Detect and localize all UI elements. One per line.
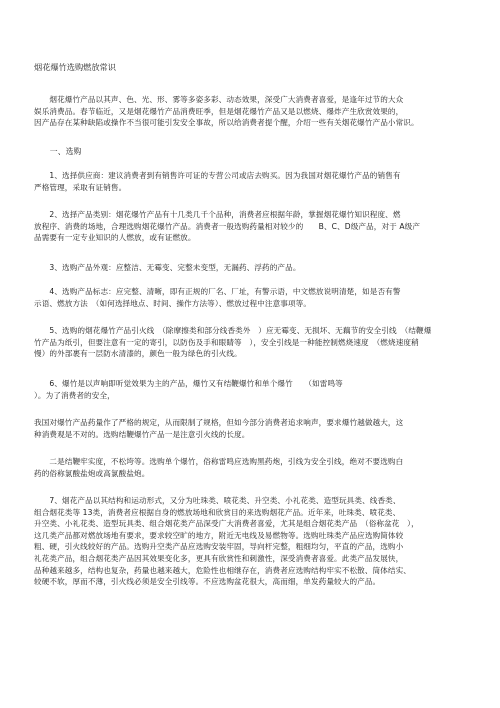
- paragraph-line: 较硬不软，厚而不薄，引火线必须是安全引线等。不应选购盆花很大，高而细，单发药量较大的产品。: [34, 577, 381, 587]
- paragraph-line: 药的俗称氯酸盐炮或高氯酸盐炮。: [34, 468, 150, 478]
- paragraph-line: 升空类、小礼花类、造型玩具类、组合烟花类产品深受广大消费者喜爱，尤其是组合烟花类产品 （俗称盆花 ），: [34, 519, 419, 529]
- body-paragraph: [34, 417, 474, 440]
- paragraph-line: 6、爆竹是以声响即听觉效果为主的产品，爆竹又有结鞭爆竹和单个爆竹 （如雷鸣等: [34, 379, 343, 388]
- paragraph-line: 放程序、消费的场地，合理选购烟花爆竹产品。消费者一般选购药量相对较少的 B、C、D级产品，对于 A级产: [34, 221, 421, 231]
- paragraph-line: 4、选购产品标志：应完整、清晰，即有正规的厂名、厂址，有警示语，中文燃放说明清楚，如是否有警: [34, 287, 401, 296]
- paragraph-line: 品需要有一定专业知识的人燃放，或有证燃放。: [34, 233, 196, 243]
- document-title: 烟花爆竹选购燃放常识: [34, 62, 116, 72]
- paragraph-line: 二是结鞭牢实度，不松垮等。选购单个爆竹，俗称雷鸣应选购黑药炮，引线为安全引线，绝对不要选购白: [34, 457, 404, 466]
- section-heading: [34, 146, 474, 158]
- paragraph-line: ）。为了消费者的安全，: [34, 390, 115, 400]
- body-paragraph: [34, 170, 474, 193]
- body-paragraph: [34, 495, 474, 588]
- paragraph-line: 这几类产品都对燃放场地有要求，要求较空旷的地方，附近无电线及易燃物等。选购吐珠类产品应选购简体较: [34, 530, 404, 540]
- paragraph-line: 严格管理，采取有证销售。: [34, 182, 127, 192]
- paragraph-line: 示语、燃放方法 （如何选择地点、时间、操作方法等）、燃放过程中注意事项等。: [34, 298, 312, 308]
- paragraph-line: 烟花爆竹产品以其声、色、光、形、雾等多姿多彩、动态效果，深受广大消费者喜爱，是逢年过节的大众: [34, 95, 404, 104]
- paragraph-line: 慢）的外部裹有一层防水清漆的，颜色一般为绿色的引火线。: [34, 349, 242, 359]
- paragraph-line: 因产品存在某种缺陷或操作不当很可能引发安全事故，所以给消费者提个醒，介绍一些有关烟花爆竹产品小常识。: [34, 118, 419, 128]
- body-paragraph: [34, 325, 474, 360]
- paragraph-line: 品种越来越多，结构也复杂，药量也越来越大，危险性也相继存在，消费者应选购结构牢实不松散、筒体结实、: [34, 565, 411, 575]
- body-paragraph: [34, 378, 474, 401]
- body-paragraph: [34, 456, 474, 479]
- paragraph-line: 礼花类产品，组合烟花类产品因其效果变化多，更具有欣赏性和刺激性，深受消费者喜爱。此类产品发展快，: [34, 553, 404, 563]
- paragraph-line: 一、选购: [34, 147, 82, 156]
- paragraph-line: 粗、硬，引火线较好的产品。选购升空类产品应选购安装牢固，导向杆完整，粗细均匀，平直的产品，选购小: [34, 542, 404, 552]
- paragraph-line: 2、选择产品类别：烟花爆竹产品有十几类几千个品种，消费者应根据年龄，掌握烟花爆竹知识程度、燃: [34, 210, 401, 219]
- body-paragraph: [34, 286, 474, 309]
- body-paragraph: [34, 262, 474, 274]
- paragraph-line: 5、选购的烟花爆竹产品引火线 （除摩擦类和部分线香类外 ）应无霉变、无损坏、无藕节的安全引线 （结鞭爆: [34, 326, 432, 335]
- paragraph-line: 我国对爆竹产品药量作了严格的规定，从而限制了规格，但如今部分消费者追求响声，要求爆竹越做越大，这: [34, 418, 404, 427]
- paragraph-line: 娱乐消费品。春节临近，又是烟花爆竹产品消费旺季，但是烟花爆竹产品又是以燃烧、爆炸产生欣赏效果的，: [34, 106, 404, 116]
- paragraph-line: 组合烟花类等 13类，消费者应根据自身的燃放场地和欣赏目的来选购烟花产品。近年来，吐珠类、喷花类、: [34, 507, 401, 517]
- paragraph-line: 竹产品为纸引，但要注意有一定的寄引，以防伤及手和眼睛等 ），安全引线是一种能控制燃烧速度 （燃烧速度稍: [34, 337, 419, 347]
- paragraph-line: 种消费观是不对的。选购结鞭爆竹产品一是注意引火线的长度。: [34, 429, 250, 439]
- paragraph-line: 3、选购产品外观：应整洁、无霉变、完整未变型，无漏药、浮药的产品。: [34, 263, 301, 272]
- paragraph-line: 7、烟花产品以其结构和运动形式，又分为吐珠类、喷花类、升空类、小礼花类、造型玩具类、线香类、: [34, 496, 401, 505]
- paragraph-line: 1、选择供应商：建议消费者到有销售许可证的专营公司或店去购买。因为我国对烟花爆竹产品的销售有: [34, 171, 401, 180]
- body-paragraph: [34, 209, 474, 244]
- body-paragraph: [34, 94, 474, 129]
